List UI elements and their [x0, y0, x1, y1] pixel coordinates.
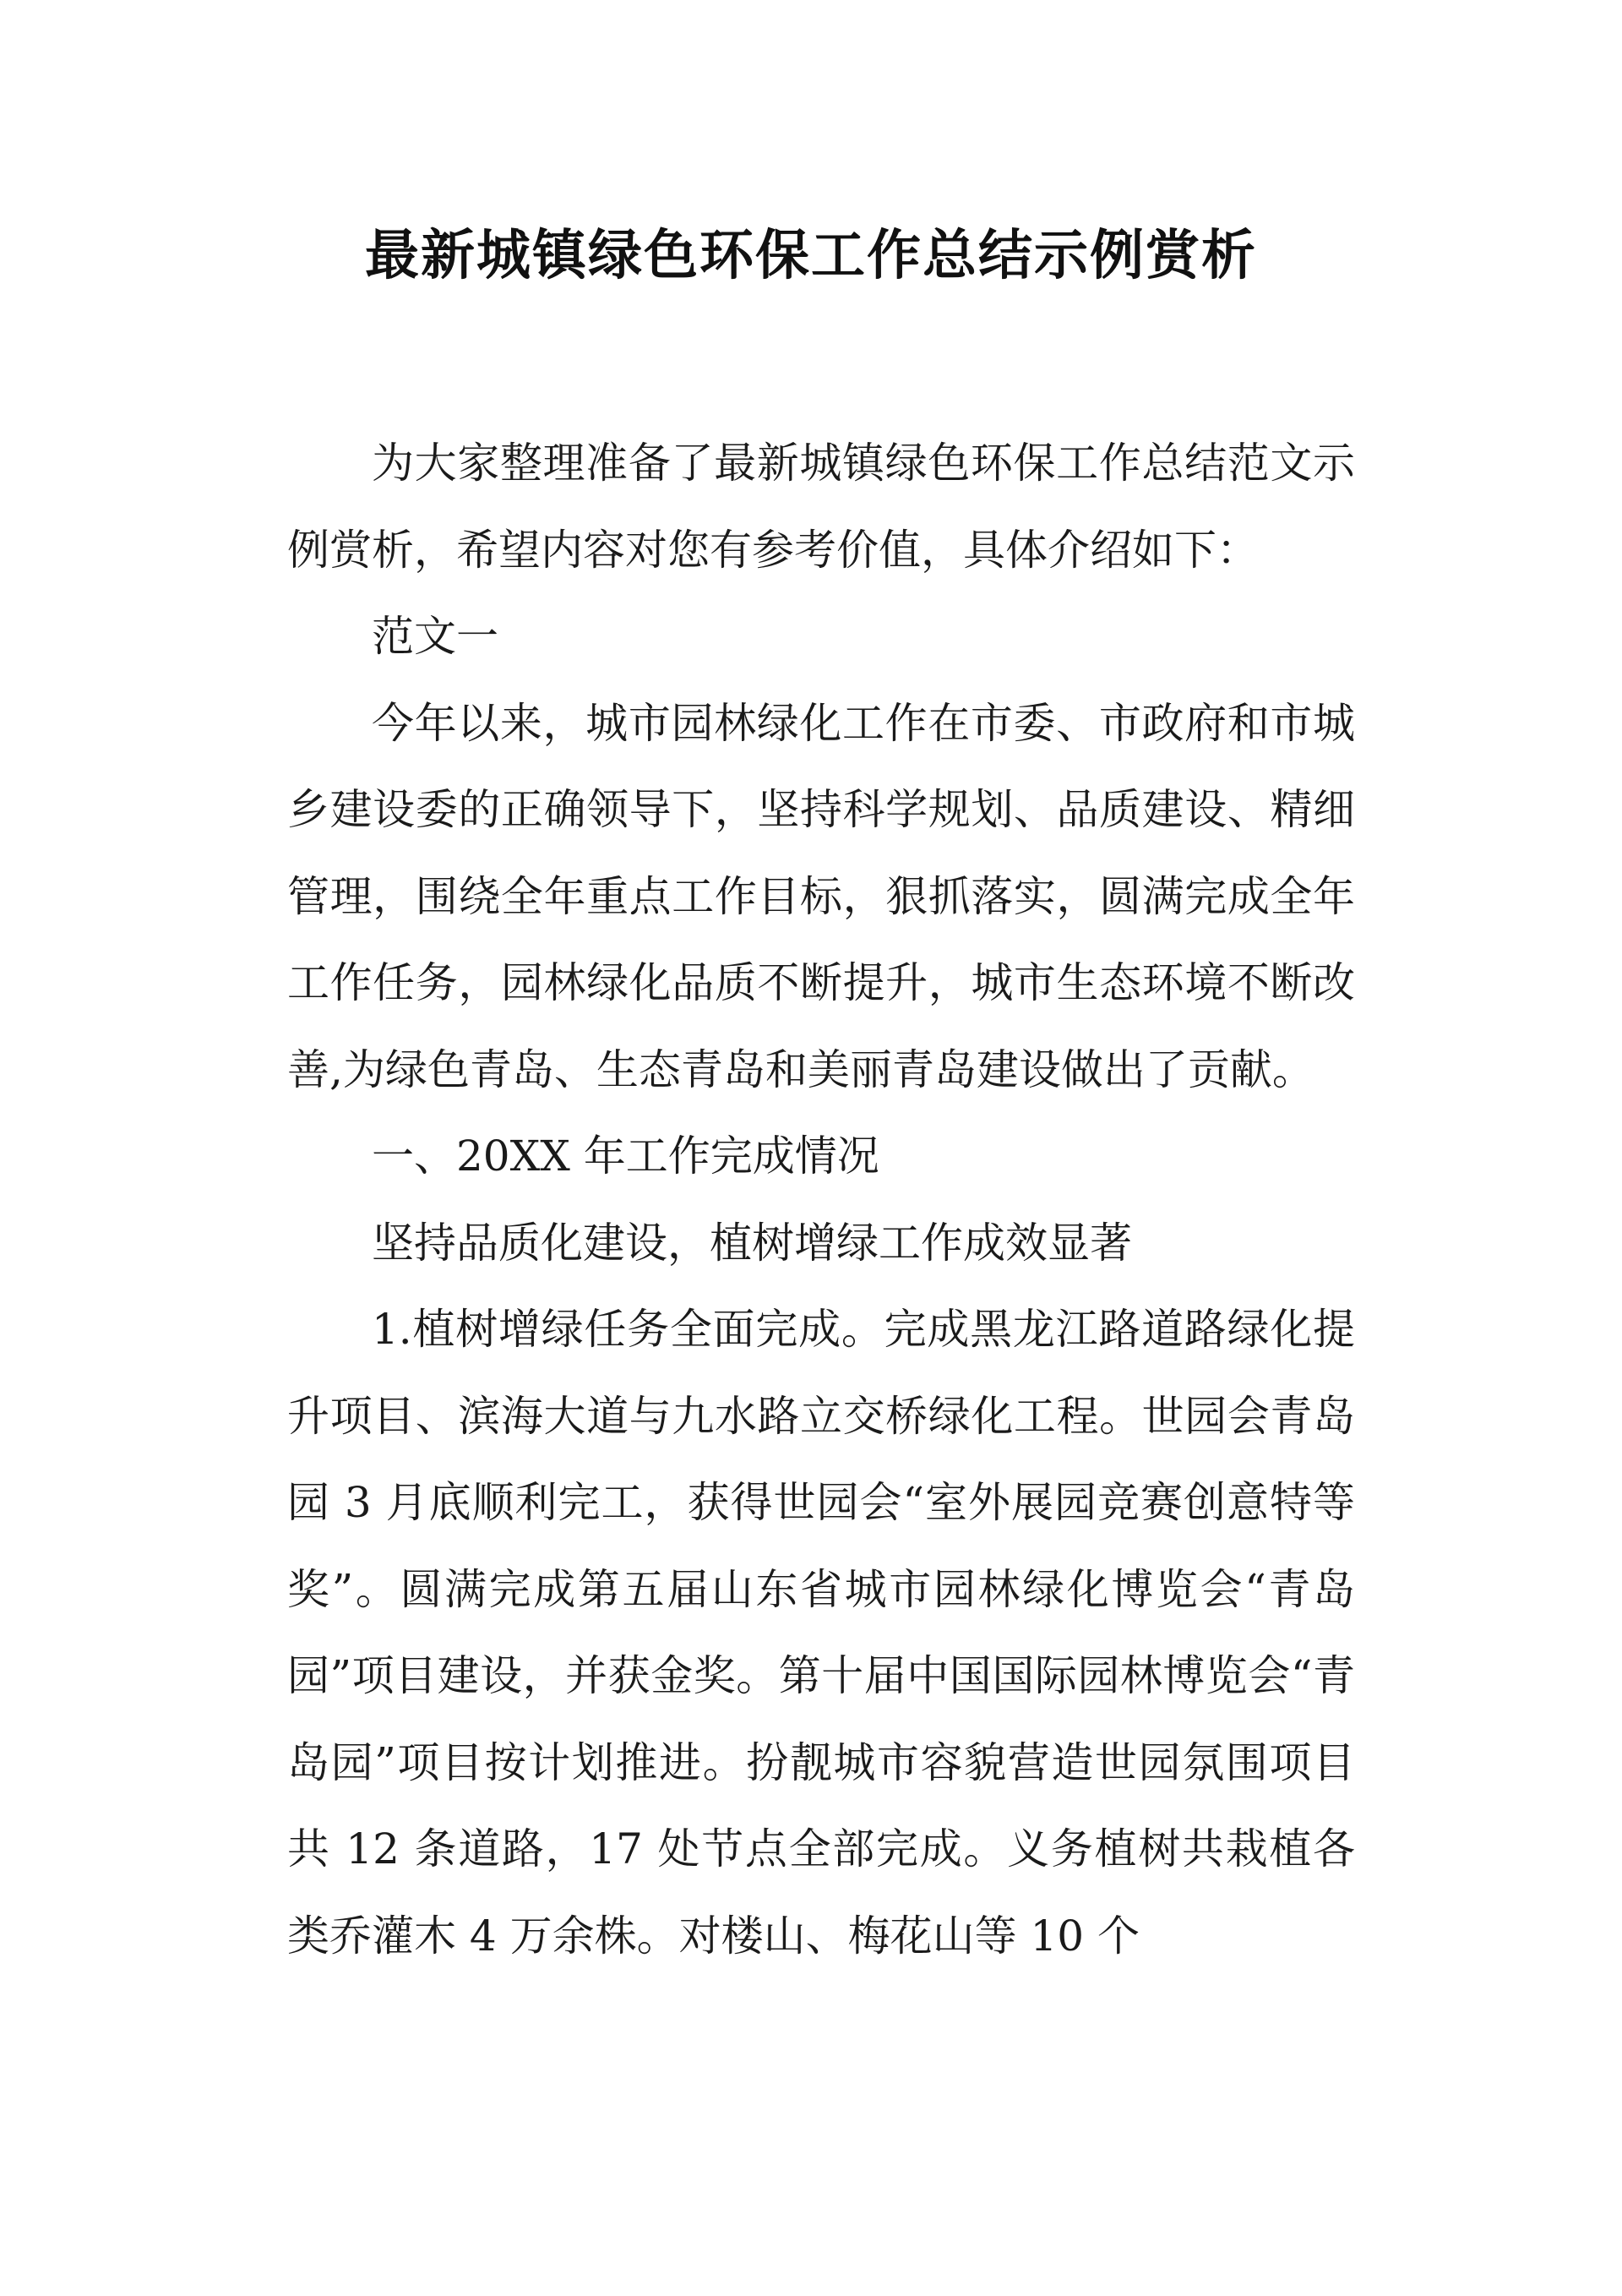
paragraph-overview: 今年以来，城市园林绿化工作在市委、市政府和市城乡建设委的正确领导下，坚持科学规划、品质建设、精细管理，围绕全年重点工作目标，狠抓落实，圆满完成全年工作任务，园林绿化品质不断提升，城市生态环境不断改善,为绿色青岛、生态青岛和美丽青岛建设做出了贡献。	[287, 698, 1355, 1094]
paragraph-intro: 为大家整理准备了最新城镇绿色环保工作总结范文示例赏析，希望内容对您有参考价值，具体介绍如下：	[287, 439, 1355, 575]
subsection-heading: 坚持品质化建设，植树增绿工作成效显著	[372, 1218, 1132, 1268]
document-body	[287, 420, 1355, 1979]
paragraph-item-1: 1.植树增绿任务全面完成。完成黑龙江路道路绿化提升项目、滨海大道与九水路立交桥绿化工程。世园会青岛园 3 月底顺利完工，获得世园会“室外展园竞赛创意特等奖”。圆满完成第五届山东省城市园林绿化博览会“青岛园”项目建设，并获金奖。第十届中国国际园林博览会“青岛园”项目按计划推进。扮靓城市容貌营造世园氛围项目共 12 条道路，17 处节点全部完成。义务植树共栽植各类乔灌木 4 万余株。对楼山、梅花山等 10 个	[287, 1305, 1355, 1961]
section-heading: 一、20XX 年工作完成情况	[372, 1132, 879, 1181]
paragraph-sample-label: 范文一	[372, 612, 498, 661]
document-title: 最新城镇绿色环保工作总结示例赏析	[365, 224, 1257, 287]
